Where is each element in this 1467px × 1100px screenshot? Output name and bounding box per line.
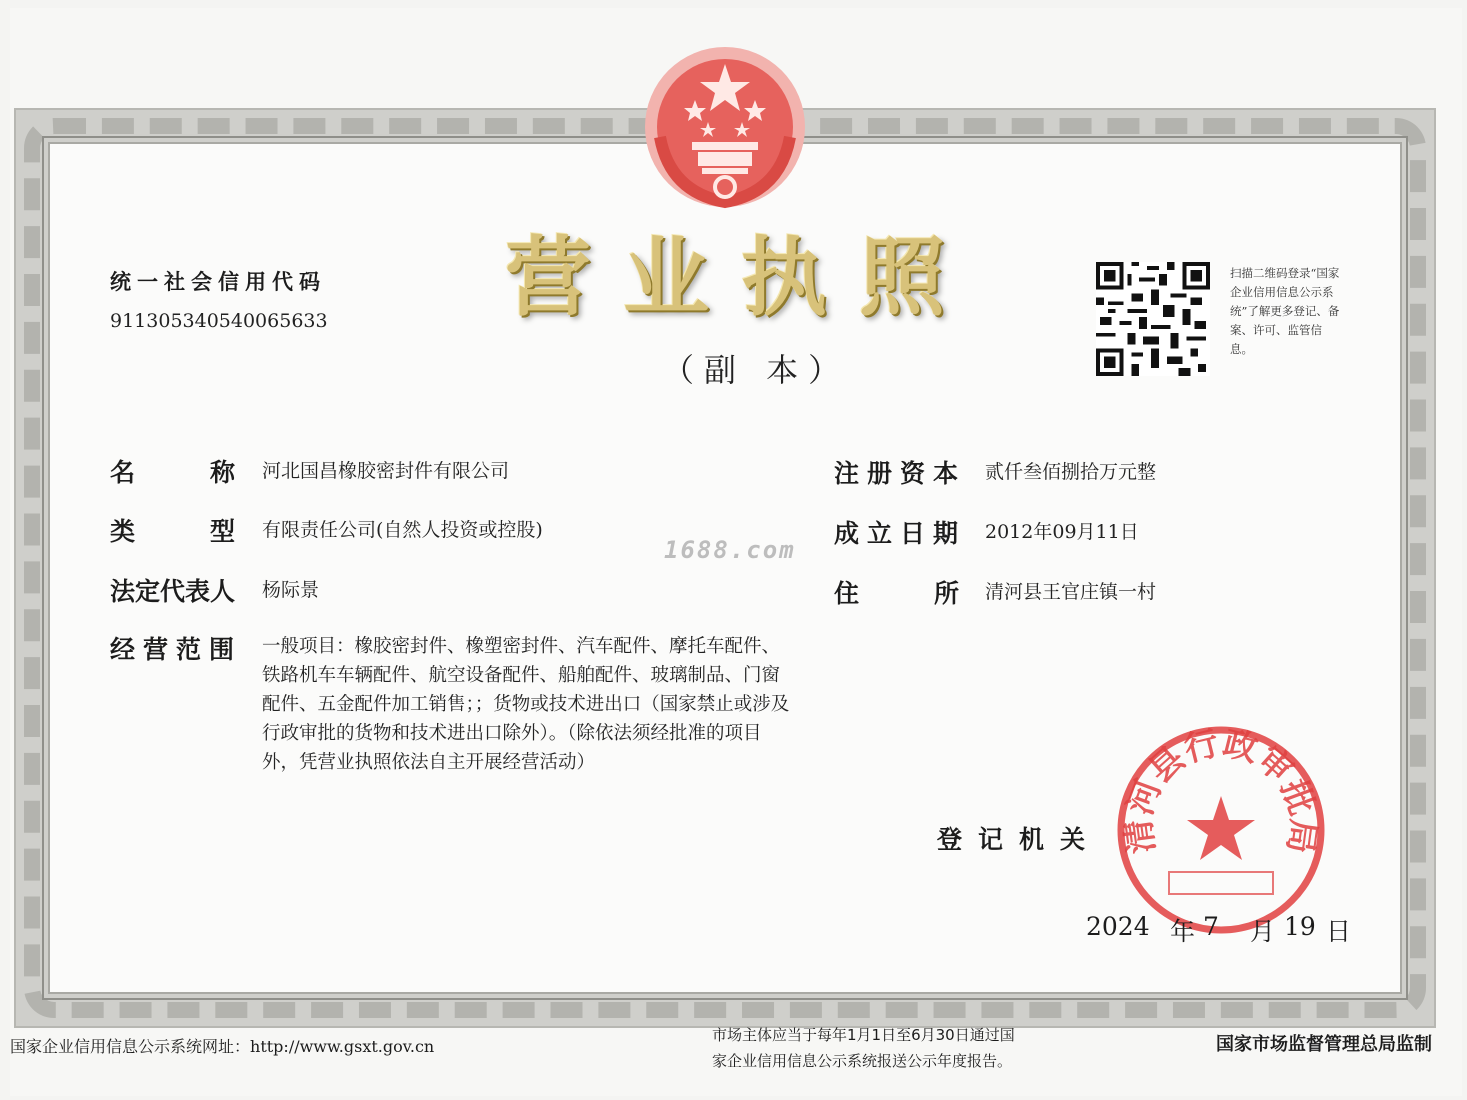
registered-capital-value: 贰仟叁佰捌拾万元整 [985, 461, 1157, 483]
business-scope-label: 经营范围 [110, 635, 243, 664]
report-notice-line: 市场主体应当于每年1月1日至6月30日通过国 [712, 1026, 1015, 1044]
license-title [505, 228, 945, 328]
established-date-value: 2012年09月11日 [985, 521, 1139, 543]
credit-code-label: 统一社会信用代码 [110, 270, 326, 294]
title-char: 执 [741, 228, 827, 328]
official-seal-icon [1113, 722, 1329, 938]
seal-text: 清河县行政审批局 [1118, 723, 1324, 856]
type-label: 类 型 [110, 517, 236, 546]
issue-month: 7 [1203, 912, 1219, 941]
issue-year: 2024 [1086, 912, 1150, 941]
issue-month-suffix: 月 [1250, 917, 1276, 946]
title-char: 照 [859, 228, 945, 328]
address-label: 住 所 [834, 579, 960, 608]
footer-website-text: 国家企业信用信息公示系统网址： [10, 1037, 251, 1056]
report-notice-line: 家企业信用信息公示系统报送公示年度报告。 [712, 1052, 1013, 1070]
established-date-label: 成立日期 [834, 519, 967, 548]
qr-code-icon [1096, 262, 1210, 376]
footer-website [10, 1034, 434, 1057]
legal-rep-value: 杨际景 [262, 579, 320, 601]
issue-day: 19 [1284, 912, 1316, 941]
national-emblem-icon [640, 42, 810, 212]
registered-capital-label: 注册资本 [834, 459, 967, 488]
registration-authority-label: 登记机关 [937, 825, 1102, 854]
title-char: 营 [505, 228, 591, 328]
qr-note: 扫描二维码登录“国家企业信用信息公示系统”了解更多登记、备案、许可、监管信息。 [1230, 266, 1340, 356]
legal-rep-label: 法定代表人 [110, 577, 236, 606]
footer-report-notice [712, 1022, 1015, 1074]
type-value: 有限责任公司(自然人投资或控股) [262, 519, 543, 541]
watermark: 1688.com [664, 536, 796, 564]
issue-year-suffix: 年 [1170, 917, 1196, 946]
footer-supervisor: 国家市场监督管理总局监制 [1216, 1034, 1432, 1055]
title-char: 业 [623, 228, 709, 328]
footer-website-url: http://www.gsxt.gov.cn [250, 1037, 435, 1056]
credit-code-value: 911305340540065633 [110, 310, 328, 332]
business-scope-value: 一般项目：橡胶密封件、橡塑密封件、汽车配件、摩托车配件、铁路机车车辆配件、航空设备配件、船舶配件、玻璃制品、门窗配件、五金配件加工销售；；货物或技术进出口（国家禁止或涉及行政审批的货物和技术进出口除外）。（除依法须经批准的项目外，凭营业执照依法自主开展经营活动） [262, 636, 790, 773]
address-value: 清河县王官庄镇一村 [985, 581, 1157, 603]
license-subtitle: （副 本） [662, 351, 851, 389]
issue-day-suffix: 日 [1326, 917, 1352, 946]
name-value: 河北国昌橡胶密封件有限公司 [262, 460, 510, 482]
name-label: 名 称 [110, 458, 236, 487]
